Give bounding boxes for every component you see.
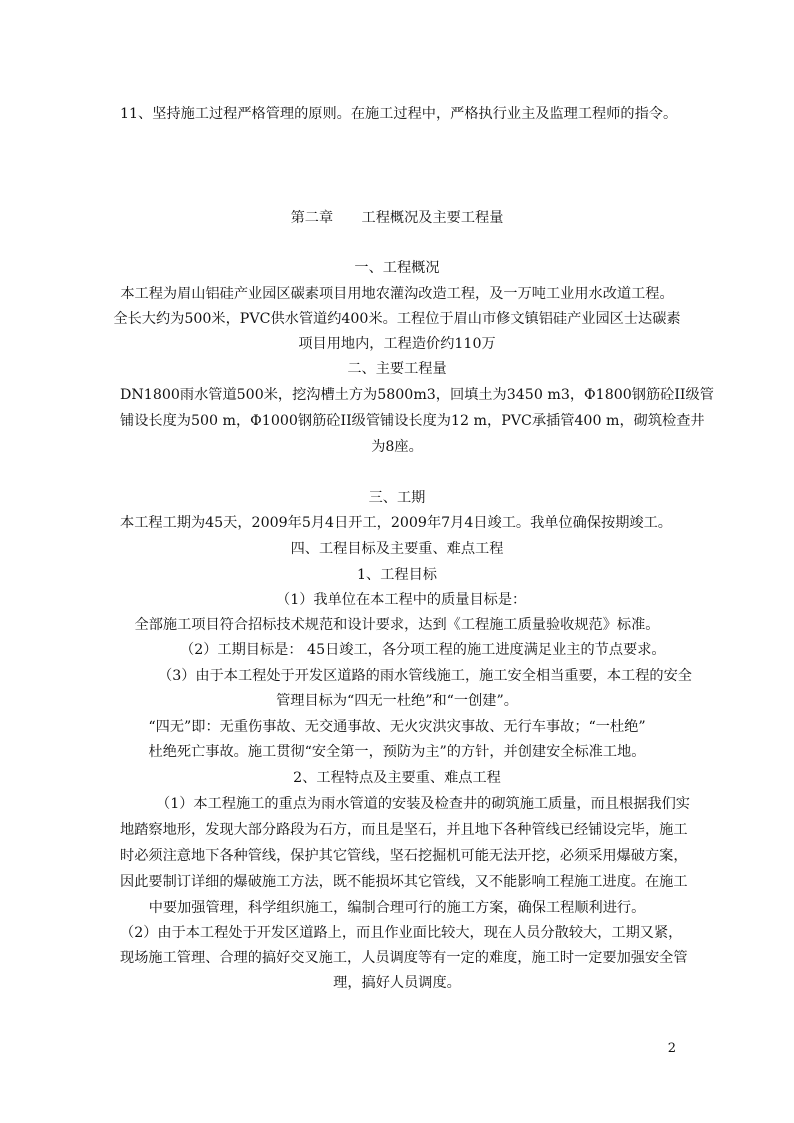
- section-4-sub2-line-4: 因此要制订详细的爆破施工方法，既不能损坏其它管线，又不能影响工程施工进度。在施工: [120, 874, 688, 890]
- section-2-heading: 二、主要工程量: [347, 361, 447, 377]
- section-4-sub2-line-6: （2）由于本工程处于开发区道路上，而且作业面比较大，现在人员分散较大，工期又紧，: [120, 925, 683, 941]
- section-4-sub1-line-7: 杜绝死亡事故。施工贯彻“安全第一，预防为主”的方针，并创建安全标准工地。: [148, 744, 646, 760]
- section-2-line-3: 为8座。: [371, 439, 423, 455]
- section-4-sub2-line-3: 时必须注意地下各种管线，保护其它管线，坚石挖掘机可能无法开挖，必须采用爆破方案，: [120, 848, 688, 864]
- section-3-line: 本工程工期为45天，2009年5月4日开工，2009年7月4日竣工。我单位确保按期竣工。: [120, 515, 672, 531]
- section-4-sub2-line-1: （1）本工程施工的重点为雨水管道的安装及检查井的砌筑施工质量，而且根据我们实: [156, 796, 690, 812]
- section-4-sub1-line-2: 全部施工项目符合招标技术规范和设计要求，达到《工程施工质量验收规范》标准。: [134, 617, 660, 633]
- section-4-sub1-line-5: 管理目标为“四无一杜绝”和“一创建”。: [276, 693, 518, 709]
- page-number: 2: [667, 1041, 676, 1056]
- section-4-sub1-heading: 1、工程目标: [357, 567, 437, 583]
- section-4-sub2-line-5: 中要加强管理，科学组织施工，编制合理可行的施工方案，确保工程顺利进行。: [148, 900, 646, 916]
- section-1-line-1: 本工程为眉山铝硅产业园区碳素项目用地农灌沟改造工程，及一万吨工业用水改道工程。: [120, 286, 674, 302]
- section-2-line-2: 铺设长度为500 m，Φ1000钢筋砼II级管铺设长度为12 m，PVC承插管400 m，砌筑检查井: [120, 413, 705, 429]
- section-4-sub1-line-1: （1）我单位在本工程中的质量目标是：: [276, 592, 527, 608]
- section-4-sub2-line-7: 现场施工管理、合理的搞好交叉施工，人员调度等有一定的难度，施工时一定要加强安全管: [120, 950, 688, 966]
- section-4-sub2-line-8: 理，搞好人员调度。: [333, 975, 461, 991]
- section-1-heading: 一、工程概况: [354, 260, 440, 276]
- section-4-sub2-line-2: 地踏察地形，发现大部分路段为石方，而且是坚石，并且地下各种管线已经铺设完毕，施工: [120, 822, 688, 838]
- section-4-sub1-line-4: （3）由于本工程处于开发区道路的雨水管线施工，施工安全相当重要，本工程的安全: [158, 668, 692, 684]
- section-1-line-3: 项目用地内，工程造价约110万: [298, 336, 496, 352]
- section-4-sub1-line-6: “四无”即：无重伤事故、无交通事故、无火灾洪灾事故、无行车事故；“一杜绝”: [148, 719, 646, 735]
- section-4-sub1-line-3: （2）工期目标是： 45日竣工，各分项工程的施工进度满足业主的节点要求。: [180, 642, 666, 658]
- section-3-heading: 三、工期: [368, 490, 426, 506]
- section-2-line-1: DN1800雨水管道500米，挖沟槽土方为5800m3，回填土为3450 m3，Φ1800钢筋砼II级管: [120, 387, 714, 403]
- section-4-heading: 四、工程目标及主要重、难点工程: [290, 541, 504, 557]
- section-1-line-2: 全长大约为500米，PVC供水管道约400米。工程位于眉山市修文镇铝硅产业园区士达碳素: [113, 311, 681, 327]
- section-4-sub2-heading: 2、工程特点及主要重、难点工程: [293, 770, 501, 786]
- chapter-title: 第二章 工程概况及主要工程量: [290, 210, 504, 226]
- intro-item-11: 11、坚持施工过程严格管理的原则。在施工过程中，严格执行业主及监理工程师的指令。: [120, 106, 678, 122]
